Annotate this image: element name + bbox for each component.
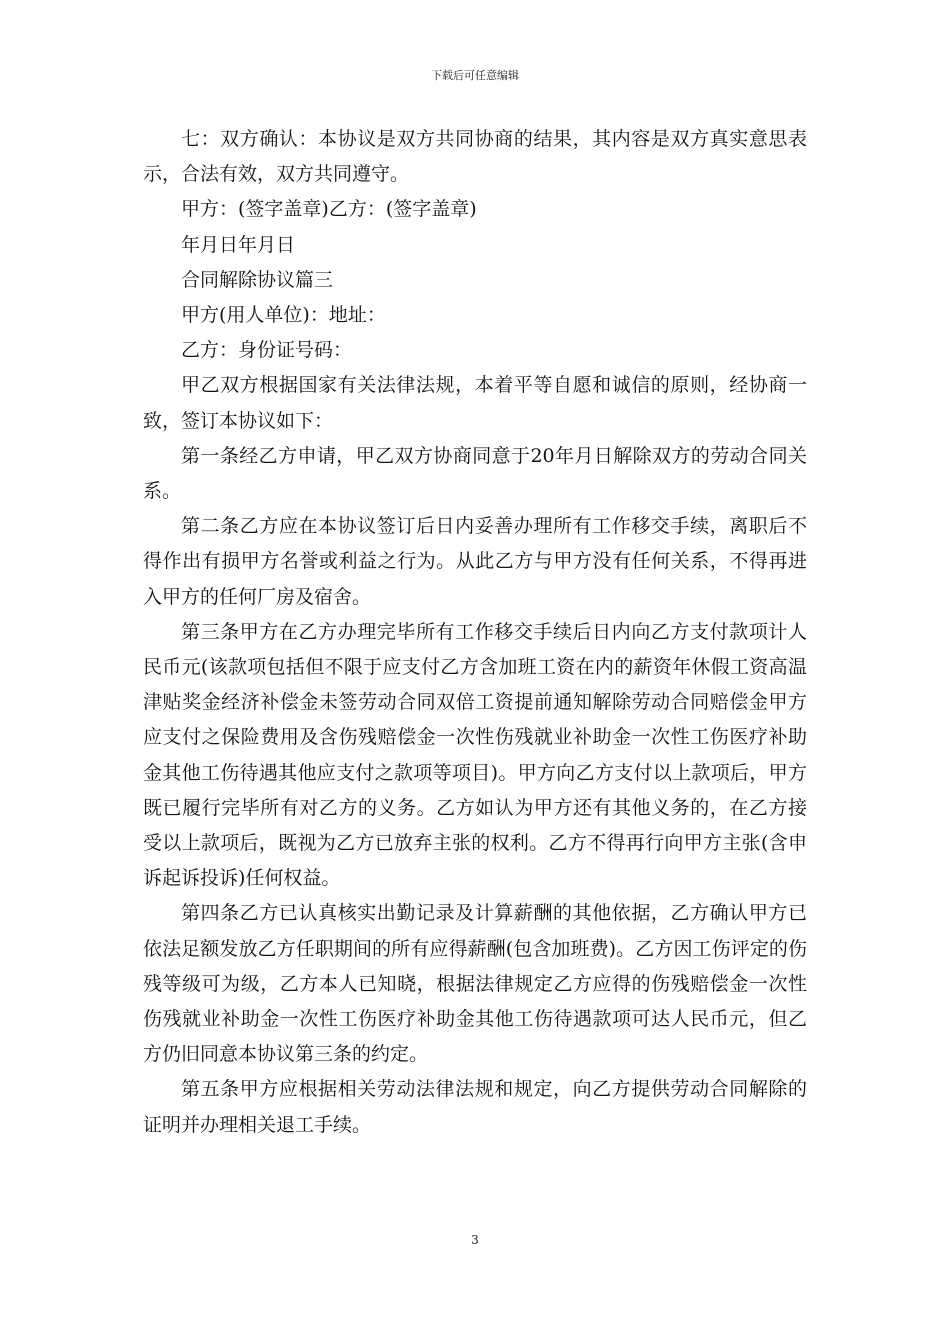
paragraph-article-1: 第一条经乙方申请，甲乙双方协商同意于20年月日解除双方的劳动合同关系。 [143,444,807,503]
paragraph-article-4: 第四条乙方已认真核实出勤记录及计算薪酬的其他依据，乙方确认甲方已依法足额发放乙方任职期间的所有应得薪酬(包含加班费)。乙方因工伤评定的伤残等级可为级，乙方本人已知晓，根据法律规定乙方应得的伤残赔偿金一次性伤残就业补助金一次性工伤医疗补助金其他工伤待遇款项可达人民币元，但乙方仍旧同意本协议第三条的约定。 [143,902,807,1066]
paragraph-article-5: 第五条甲方应根据相关劳动法律法规和规定，向乙方提供劳动合同解除的证明并办理相关退工手续。 [143,1078,807,1136]
paragraph-dates: 年月日年月日 [181,233,296,256]
paragraph-preamble: 甲乙双方根据国家有关法律法规，本着平等自愿和诚信的原则，经协商一致，签订本协议如下： [143,374,807,432]
paragraph-signatures: 甲方：(签字盖章)乙方：(签字盖章) [181,198,477,221]
paragraph-party-a: 甲方(用人单位)：地址： [181,304,386,327]
section-title: 合同解除协议篇三 [181,268,334,291]
paragraph-article-2: 第二条乙方应在本协议签订后日内妥善办理所有工作移交手续，离职后不得作出有损甲方名誉或利益之行为。从此乙方与甲方没有任何关系，不得再进入甲方的任何厂房及宿舍。 [143,515,807,608]
page-number: 3 [471,1233,479,1247]
paragraph-article-3: 第三条甲方在乙方办理完毕所有工作移交手续后日内向乙方支付款项计人民币元(该款项包括但不限于应支付乙方含加班工资在内的薪资年休假工资高温津贴奖金经济补偿金未签劳动合同双倍工资提前通知解除劳动合同赔偿金甲方应支付之保险费用及含伤残赔偿金一次性伤残就业补助金一次性工伤医疗补助金其他工伤待遇其他应支付之款项等项目)。甲方向乙方支付以上款项后，甲方既已履行完毕所有对乙方的义务。乙方如认为甲方还有其他义务的，在乙方接受以上款项后，既视为乙方已放弃主张的权利。乙方不得再行向甲方主张(含申诉起诉投诉)任何权益。 [143,620,807,890]
page-header: 下载后可任意编辑 [431,69,519,82]
paragraph-party-b: 乙方：身份证号码： [181,339,353,362]
document-body [143,122,807,1143]
paragraph-mutual-confirmation: 七：双方确认：本协议是双方共同协商的结果，其内容是双方真实意思表示，合法有效，双方共同遵守。 [143,128,807,186]
